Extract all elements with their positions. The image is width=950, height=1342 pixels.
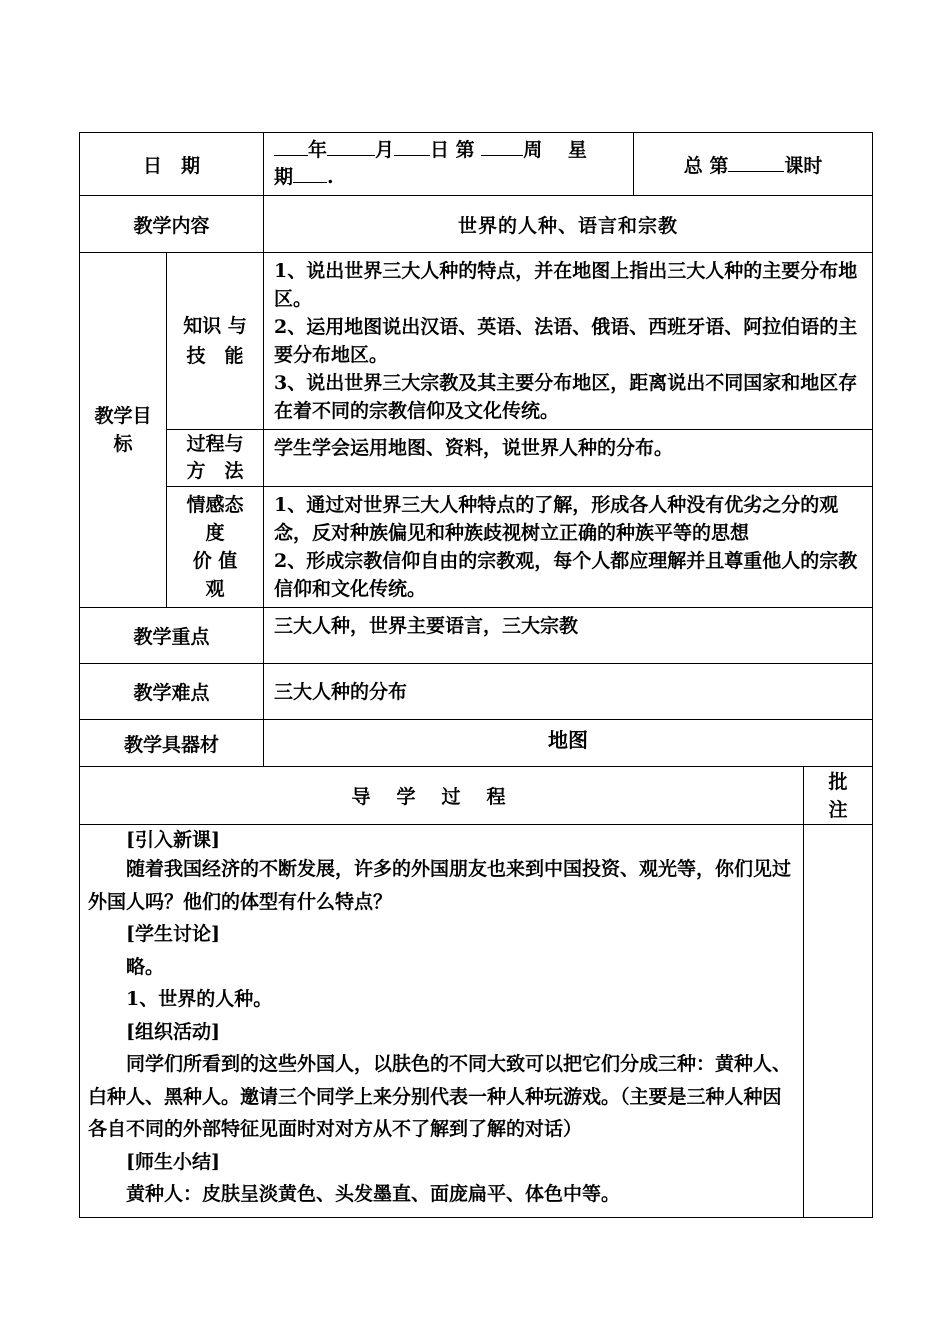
week-blank [481,137,523,156]
key-points-text: 三大人种，世界主要语言，三大宗教 [264,608,873,664]
guide-body [80,825,804,1218]
key-points-row [80,608,873,664]
annotation-label: 批 注 [804,767,873,825]
content-label: 教学内容 [80,196,264,253]
total-lesson: 总 第 课时 [634,133,873,196]
equipment-text: 地图 [264,720,873,767]
date-fields: 年 月 日 第 周 星 期 . [264,133,634,196]
date-row [80,133,873,196]
equipment-label: 教学具器材 [80,720,264,767]
objectives-label: 教学目 标 [80,253,167,608]
weekday-blank [293,164,327,183]
lesson-title: 世界的人种、语言和宗教 [264,196,873,253]
lesson-plan-table [79,132,873,1218]
day-blank [394,137,430,156]
paragraph-brief: 略。 [126,955,165,978]
difficulty-text: 三大人种的分布 [264,664,873,720]
month-blank [327,137,375,156]
objective-process-row [80,430,873,487]
knowledge-label: 知识 与 技 能 [167,253,264,430]
section-intro: [引入新课] [126,829,220,851]
difficulty-row [80,664,873,720]
guide-process-heading: 导学过程 [80,767,804,825]
paragraph-activity: 同学们所看到的这些外国人，以肤色的不同大致可以把它们分成三种：黄种人、白种人、黑种人。邀请三个同学上来分别代表一种人种玩游戏。（主要是三种人种因各自不同的外部特征见面时对对方从不了解到了解的对话） [88,1053,792,1140]
process-header-row [80,767,873,825]
emotion-label: 情感态 度 价 值 观 [167,487,264,608]
total-blank [728,153,784,172]
process-label: 过程与 方 法 [167,430,264,487]
content-row [80,196,873,253]
section-activity: [组织活动] [126,1020,220,1043]
objective-knowledge-row [80,253,873,430]
year-blank [274,137,308,156]
paragraph-yellow: 黄种人：皮肤呈淡黄色、头发墨直、面庞扁平、体色中等。 [126,1183,621,1205]
heading-races: 1、世界的人种。 [126,988,273,1010]
date-label: 日 期 [80,133,264,196]
process-body-row [80,825,873,1218]
emotion-text: 1、通过对世界三大人种特点的了解，形成各人种没有优劣之分的观念，反对种族偏见和种族歧视树立正确的种族平等的思想 2、形成宗教信仰自由的宗教观，每个人都应理解并且尊重他人的宗教信仰和文化传统。 [264,487,873,608]
section-summary: [师生小结] [126,1150,220,1173]
process-text: 学生学会运用地图、资料，说世界人种的分布。 [264,430,873,487]
paragraph-intro: 随着我国经济的不断发展，许多的外国朋友也来到中国投资、观光等，你们见过外国人吗？他们的体型有什么特点？ [88,858,792,913]
key-points-label: 教学重点 [80,608,264,664]
annotation-cell[interactable] [804,825,873,1218]
section-discussion: [学生讨论] [126,923,220,945]
difficulty-label: 教学难点 [80,664,264,720]
equipment-row [80,720,873,767]
knowledge-text: 1、说出世界三大人种的特点，并在地图上指出三大人种的主要分布地区。 2、运用地图说出汉语、英语、法语、俄语、西班牙语、阿拉伯语的主要分布地区。 3、说出世界三大宗教及其主要分布地区，距离说出不同国家和地区存在着不同的宗教信仰及文化传统。 [264,253,873,430]
objective-emotion-row [80,487,873,608]
